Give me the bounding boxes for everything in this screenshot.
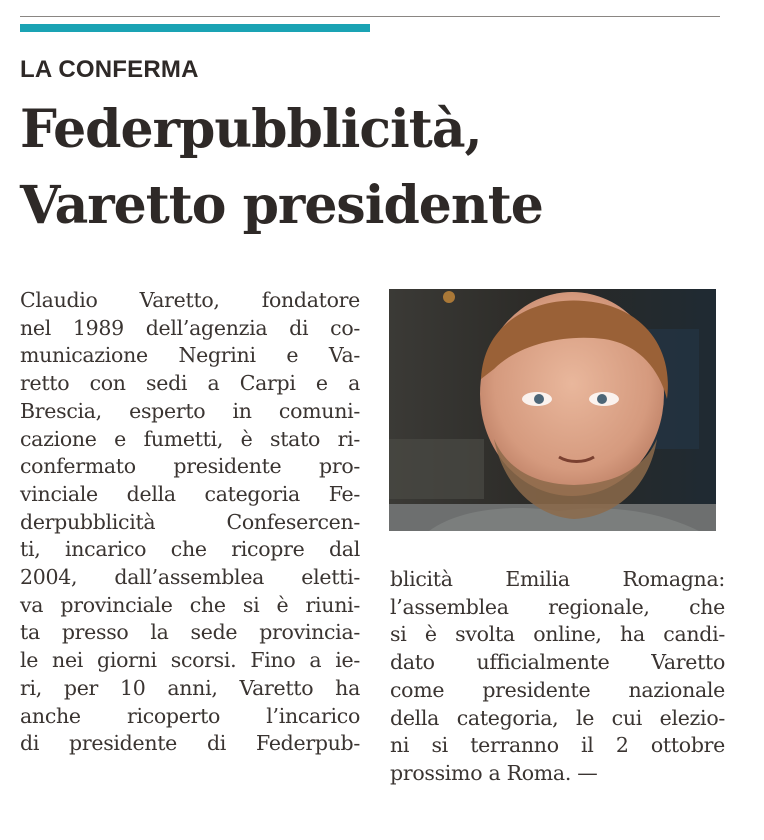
kicker: LA CONFERMA [20,56,199,83]
article-body-right-column [390,566,725,788]
body-line: cazione e fumetti, è stato ri- [20,426,360,451]
section-accent-bar [20,24,370,32]
body-line: 2004, dall’assemblea eletti- [20,565,360,590]
body-line: della categoria, le cui elezio- [390,705,725,730]
body-line: anche ricoperto l’incarico [20,703,360,728]
body-line: blicità Emilia Romagna: [390,567,725,591]
body-line: derpubblicità Confesercen- [20,509,360,534]
body-line: come presidente nazionale [390,677,725,702]
body-line: nel 1989 dell’agenzia di co- [20,315,360,340]
body-line: va provinciale che si è riuni- [20,592,360,617]
body-line: municazione Negrini e Va- [20,343,360,368]
top-rule [20,16,720,17]
body-line: prossimo a Roma. — [390,760,598,785]
body-line: dato ufficialmente Varetto [390,650,725,675]
body-line: Brescia, esperto in comuni- [20,398,360,423]
body-line: ti, incarico che ricopre dal [20,537,360,562]
body-line: ni si terranno il 2 ottobre [390,733,725,758]
body-line: retto con sedi a Carpi e a [20,371,360,396]
article-body-left-column [20,287,360,758]
portrait-photo [389,289,716,531]
body-line: ta presso la sede provincia- [20,620,360,645]
body-line: le nei giorni scorsi. Fino a ie- [20,648,360,673]
headline-line: Federpubblicità, [20,99,482,160]
body-line: si è svolta online, ha candi- [390,622,725,647]
body-line: confermato presidente pro- [20,454,360,479]
body-line: di presidente di Federpub- [20,731,360,756]
headline [20,92,740,244]
body-line: vinciale della categoria Fe- [20,481,360,506]
headline-line: Varetto presidente [20,175,543,236]
body-line: ri, per 10 anni, Varetto ha [20,675,360,700]
body-line: l’assemblea regionale, che [390,594,725,619]
body-line: Claudio Varetto, fondatore [20,288,360,312]
